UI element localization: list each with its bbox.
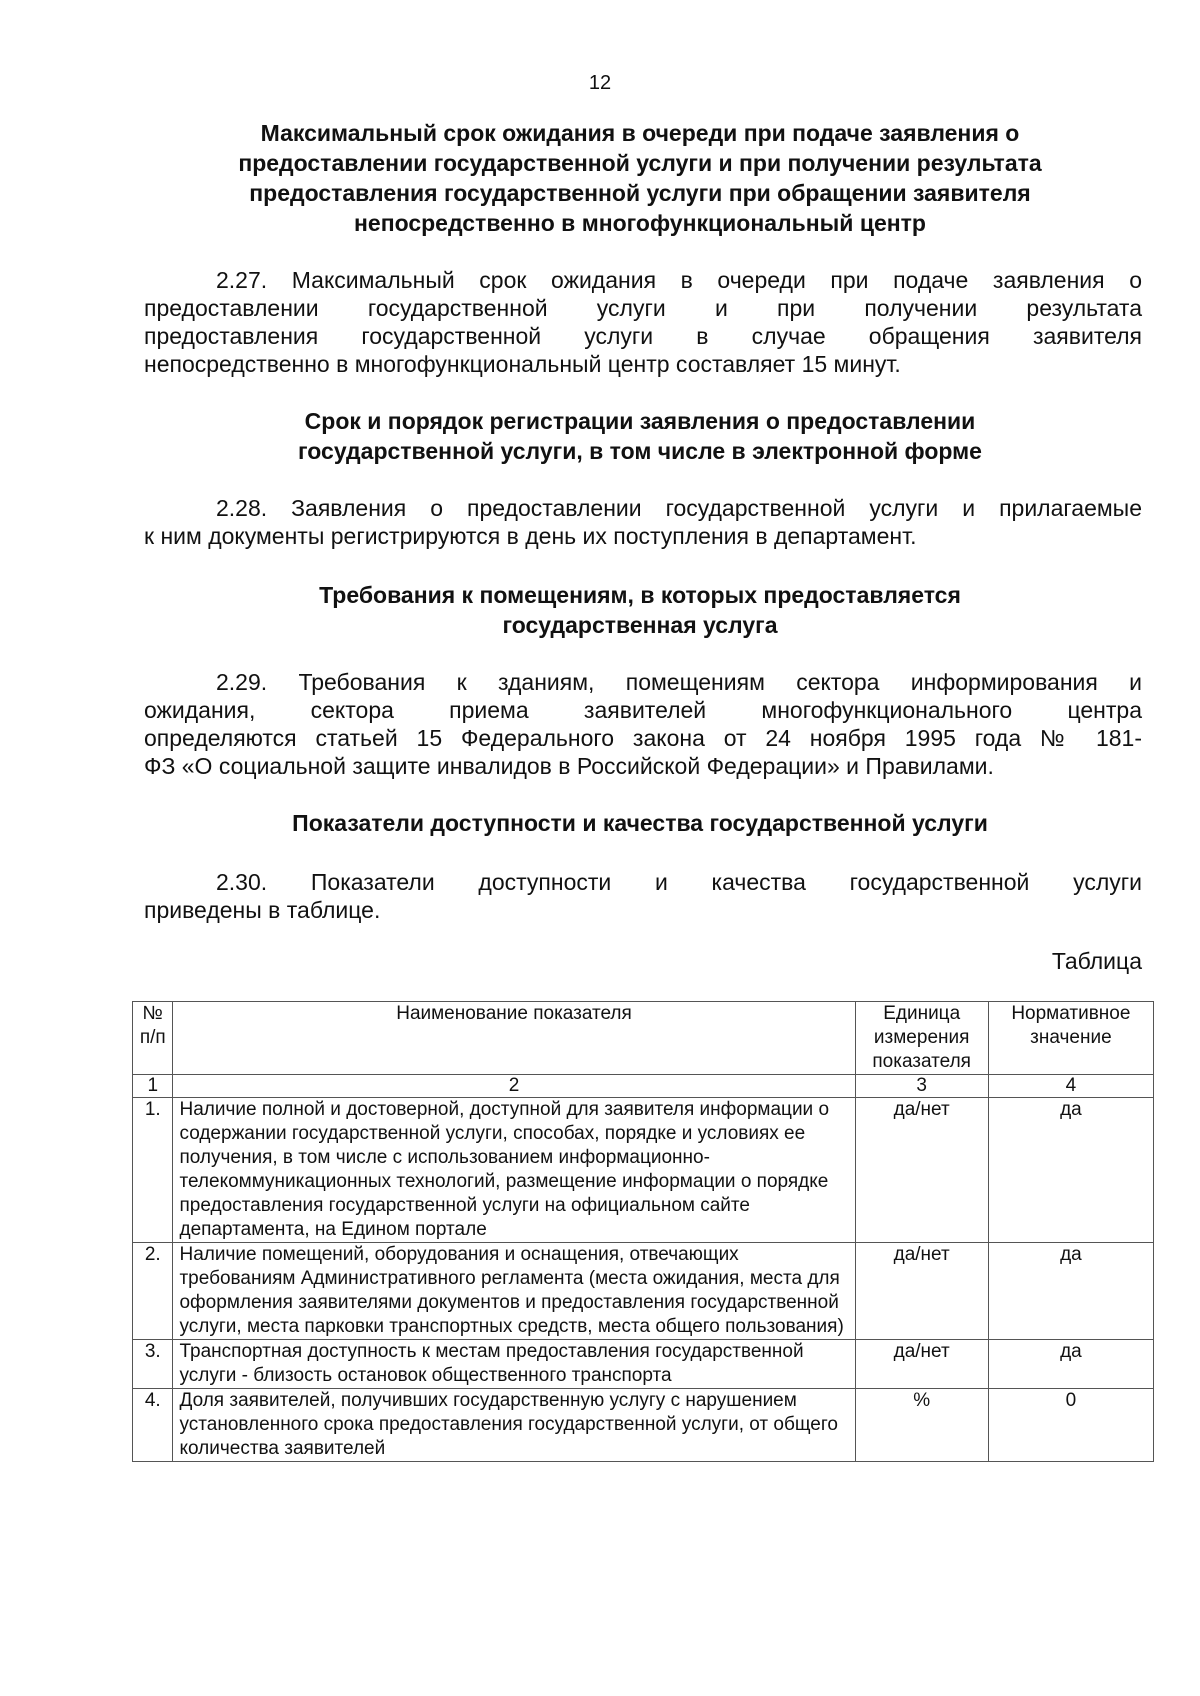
row-name: Транспортная доступность к местам предоставления государственной услуги - близость остановок общественного транспорта — [173, 1340, 855, 1389]
row-name: Доля заявителей, получивших государственную услугу с нарушением установленного срока предоставления государственной услуги, от общего количества заявителей — [173, 1389, 855, 1462]
table-row — [133, 1389, 1154, 1462]
index-cell: 2 — [173, 1075, 855, 1098]
table-index-row — [133, 1075, 1154, 1098]
table-row — [133, 1340, 1154, 1389]
heading-line: Показатели доступности и качества государственной услуги — [292, 810, 988, 836]
row-norm: 0 — [988, 1389, 1153, 1462]
index-cell: 1 — [133, 1075, 173, 1098]
heading-line: Срок и порядок регистрации заявления о предоставлении — [304, 408, 976, 434]
paragraph-line: непосредственно в многофункциональный центр составляет 15 минут. — [144, 351, 901, 377]
header-norm: Нормативное значение — [988, 1002, 1153, 1075]
paragraph-2-28 — [144, 494, 1142, 550]
paragraph-line: 2.30. Показатели доступности и качества государственной услуги — [216, 869, 1142, 895]
paragraph-2-27 — [144, 266, 1142, 378]
heading-line: предоставления государственной услуги при обращении заявителя — [249, 180, 1031, 206]
row-name: Наличие полной и достоверной, доступной для заявителя информации о содержании государственной услуги, способах, порядке и условиях ее получения, в том числе с использованием информационно-телекоммуникационных технологий, размещение информации о порядке предоставления государственной услуги на официальном сайте департамента, на Едином портале — [173, 1098, 855, 1243]
row-num: 3. — [133, 1340, 173, 1389]
row-unit: да/нет — [855, 1340, 988, 1389]
heading-line: предоставлении государственной услуги и при получении результата — [238, 150, 1042, 176]
paragraph-line: предоставлении государственной услуги и при получении результата — [144, 295, 1142, 321]
row-unit: да/нет — [855, 1243, 988, 1340]
table-row — [133, 1243, 1154, 1340]
row-unit: да/нет — [855, 1098, 988, 1243]
section-heading-indicators — [200, 808, 1080, 838]
paragraph-line: 2.27. Максимальный срок ожидания в очереди при подаче заявления о — [216, 267, 1142, 293]
paragraph-2-30 — [144, 868, 1142, 924]
paragraph-line: к ним документы регистрируются в день их поступления в департамент. — [144, 523, 917, 549]
index-cell: 3 — [855, 1075, 988, 1098]
row-norm: да — [988, 1243, 1153, 1340]
header-num: № п/п — [133, 1002, 173, 1075]
section-heading-premises — [260, 580, 1020, 640]
heading-line: непосредственно в многофункциональный центр — [354, 210, 926, 236]
row-name: Наличие помещений, оборудования и оснащения, отвечающих требованиям Административного регламента (места ожидания, места для оформления заявителями документов и предоставления государственной услуги, места парковки транспортных средств, места общего пользования) — [173, 1243, 855, 1340]
paragraph-line: приведены в таблице. — [144, 897, 381, 923]
paragraph-line: определяются статьей 15 Федерального закона от 24 ноября 1995 года № 181- — [144, 725, 1142, 751]
row-num: 4. — [133, 1389, 173, 1462]
paragraph-line: 2.29. Требования к зданиям, помещениям сектора информирования и — [216, 669, 1142, 695]
heading-line: Требования к помещениям, в которых предоставляется — [319, 582, 961, 608]
indicators-table — [132, 1001, 1154, 1462]
table-caption: Таблица — [1051, 948, 1142, 974]
heading-line: Максимальный срок ожидания в очереди при подаче заявления о — [260, 120, 1020, 146]
paragraph-line: 2.28. Заявления о предоставлении государственной услуги и прилагаемые — [216, 495, 1142, 521]
table-header-row — [133, 1002, 1154, 1075]
heading-line: государственной услуги, в том числе в электронной форме — [298, 438, 982, 464]
row-norm: да — [988, 1098, 1153, 1243]
paragraph-2-29 — [144, 668, 1142, 780]
section-heading-registration — [200, 406, 1080, 466]
index-cell: 4 — [988, 1075, 1153, 1098]
header-unit: Единица измерения показателя — [855, 1002, 988, 1075]
page-number: 12 — [588, 72, 612, 94]
table-row — [133, 1098, 1154, 1243]
header-name: Наименование показателя — [173, 1002, 855, 1075]
row-norm: да — [988, 1340, 1153, 1389]
row-num: 2. — [133, 1243, 173, 1340]
paragraph-line: предоставления государственной услуги в случае обращения заявителя — [144, 323, 1142, 349]
heading-line: государственная услуга — [502, 612, 778, 638]
row-unit: % — [855, 1389, 988, 1462]
row-num: 1. — [133, 1098, 173, 1243]
paragraph-line: ФЗ «О социальной защите инвалидов в Российской Федерации» и Правилами. — [144, 753, 994, 779]
section-heading-queue-time — [160, 118, 1120, 238]
paragraph-line: ожидания, сектора приема заявителей многофункционального центра — [144, 697, 1142, 723]
